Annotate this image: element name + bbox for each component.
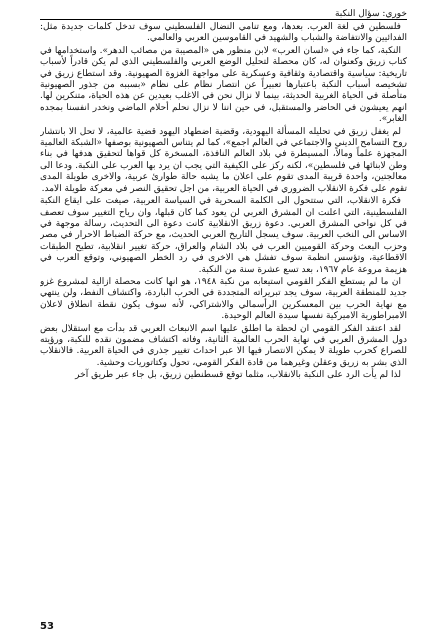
header-divider — [40, 19, 407, 20]
paragraph-2: النكبة، كما جاء في «لسان العرب» لابن منظور هي «المصيبة من مصائب الدهر». واستخدامها في كتاب زريق وكعنوان له، كان محصلة لتحليل الوضع العربي والفلسطيني الذي لم يكن قادراً لأسباب تاريخية: سياسية واقتصادية وثقافية وعسكرية على مواجهة الغزوة الصهيونية. وقد استطاع زريق في تشخيصه أسباب النكبة باعتبارها تعبيراً عن انتصار نظام على نظام «بسببه من جذور الصهيونية متأصلة في الحياة الغربية الحديثة، بينما لا نزال نحن في الاغلب بعيدين عن هذه الحياة، متنكرين لها. انهم يعيشون في الحاضر والمستقبل، في حين اننا لا نزال نحلم أحلام الماضي ونخدر انفسنا بمجده الغابر». — [40, 45, 407, 125]
paragraph-5: ان ما لم يستطع الفكر القومي استيعابه من نكبة ١٩٤٨، هو انها كانت محصلة ازالية لمشروع غزو جديد للمنطقة العربية، سوف يجد تبريراته المتجددة في الحرب الباردة، واكتشاف النفط، ولن ينتهي مع نهاية الحرب بين المعسكرين الرأسمالي والاشتراكي، لأنه سوف يكون نقطة انطلاق لاعلان الامبراطورية الاميركية نفسها سيدة العالم الوحيدة. — [40, 276, 407, 322]
paragraph-3: لم يغفل زريق في تحليله المسألة اليهودية، وقضية اضطهاد اليهود قضية عالمية، لا تحل الا بانتشار روح التسامح الديني والاجتماعي في العالم اجمع»، كما لم يتناس الصهيونية بوصفها «الشبكة العالمية المجهزة علماً ومالاً، المسيطرة في بلاد العالم النافذة، المسخرة كل قواها لتحقيق هدفها في بناء وطن لابنائها في فلسطين»، لكنه ركز على الكيفية التي يجب ان يرد بها العرب على النكبة. ودعا الى معالجتين، واحدة قريبة المدى تقوم على اعلان ما يشبه حالة طوارئ عربية، والاخرى طويلة المدى تقوم على فكرة الانقلاب الضروري في الحياة العربية، من اجل تحقيق النصر في معركة طويلة الامد. — [40, 126, 407, 194]
paragraph-6: لقد اعتقد الفكر القومي ان لحظة ما اطلق عليها اسم الانبعاث العربي قد بدأت مع استقلال بعض دول المشرق العربي في نهاية الحرب العالمية الثانية، وفاته اكتشاف مضمون نقده للنكبة، ورؤيته للصراع كحرب طويلة لا يمكن الانتصار فيها الا عبر احداث تغيير جذري في الحياة العربية. فالانقلاب الذي بشر به زريق وعقلن وغيرهما من قادة الفكر القومي، تحول وكتاتوريات وحشية. — [40, 323, 407, 368]
page-number: 53 — [40, 621, 54, 632]
paragraph-7: لذا لم يأت الرد على النكبة بالانقلاب، مثلما توقع قسطنطين زريق، بل جاء عبر طريق آخر — [75, 370, 401, 381]
paragraph-4: فكرة الانقلاب، التي ستتحول الى الكلمة السحرية في السياسة العربية، صيغت على ايقاع النكبة الفلسطينية، التي اعلنت ان المشرق العربي لن يعود كما كان قبلها، وان رياح التغيير سوف تعصف في كل نواحي المشرق العربي. دعوة زريق الانقلابية كانت دعوة الى التحديث، رسالة موجهة في الاساس الى النخب العربية. سوف يسجل التاريخ العربي الحديث، مع حركة الضباط الاحرار في مصر وحزب البعث وحركة القوميين العرب في بلاد الشام والعراق، حركة تغيير انقلابية، تطيح الطبقات الاقطاعية، وتؤسس انظمة سوف تفشل هي الاخرى في رد الخطر الصهيوني، وتوقع العرب في هزيمة مروعة عام ١٩٦٧، بعد تسع عشرة سنة من النكبة. — [40, 196, 407, 275]
paragraph-1: فلسطين في لغة العرب. بعدها، ومع تنامي النضال الفلسطيني سوف تدخل كلمات جديدة مثل: الفدائيين والانتفاضة والشباب والشهيد في القاموسين العربي والعالمي. — [40, 22, 407, 44]
running-header-text: خوري: سؤال النكبة — [334, 9, 407, 19]
body-text — [40, 22, 407, 616]
